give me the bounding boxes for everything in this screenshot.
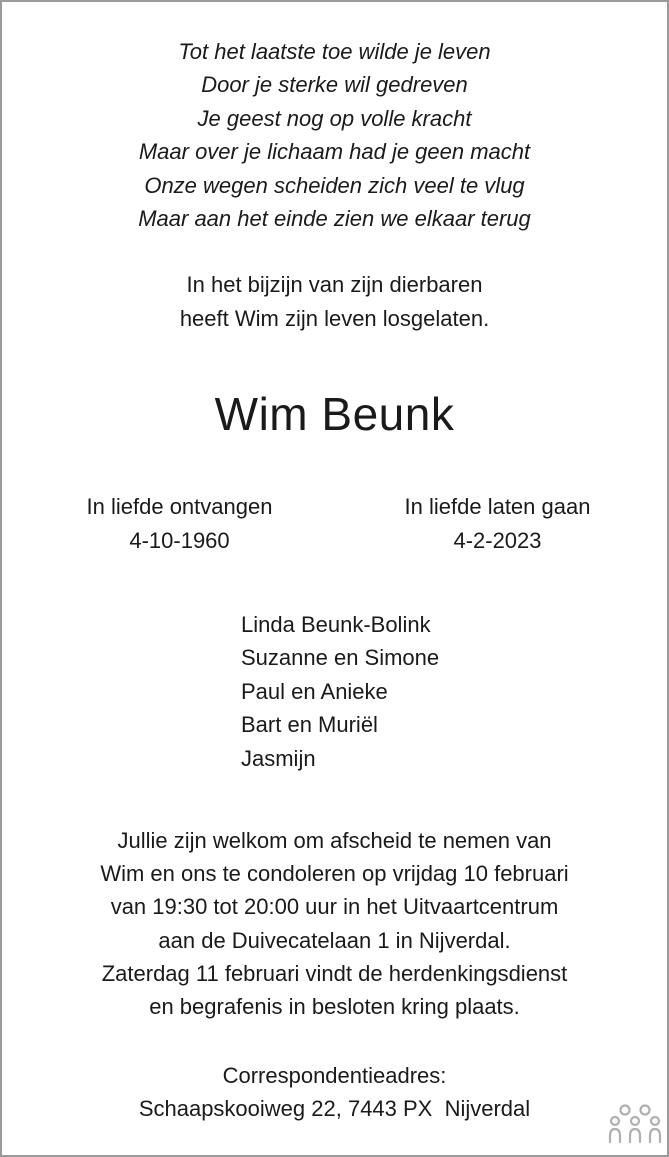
poem-line: Maar aan het einde zien we elkaar terug	[138, 206, 531, 232]
poem-line: Maar over je lichaam had je geen macht	[138, 139, 531, 165]
info-line: aan de Duivecatelaan 1 in Nijverdal.	[158, 927, 511, 953]
intro-line: In het bijzijn van zijn dierbaren	[186, 272, 483, 297]
correspondence-address: Schaapskooiweg 22, 7443 PX Nijverdal	[138, 1096, 531, 1121]
death-date: 4-2-2023	[453, 528, 542, 553]
correspondence-block	[2, 1059, 667, 1125]
intro-line: heeft Wim zijn leven losgelaten.	[179, 306, 490, 331]
poem	[2, 35, 667, 235]
info-line: Jullie zijn welkom om afscheid te nemen van	[117, 828, 552, 853]
death-block	[380, 490, 615, 558]
intro-text	[2, 268, 667, 336]
birth-label: In liefde ontvangen	[86, 494, 273, 519]
death-label: In liefde laten gaan	[404, 494, 591, 519]
family-list	[241, 608, 439, 775]
birth-date: 4-10-1960	[129, 528, 230, 553]
info-line: Zaterdag 11 februari vindt de herdenkingsdienst	[101, 960, 568, 986]
info-line: van 19:30 tot 20:00 uur in het Uitvaartcentrum	[110, 894, 559, 920]
poem-line: Tot het laatste toe wilde je leven	[178, 39, 491, 64]
family-member: Linda Beunk-Bolink	[241, 612, 431, 637]
family-member: Jasmijn	[241, 745, 316, 771]
info-line: en begrafenis in besloten kring plaats.	[149, 994, 520, 1020]
family-member: Paul en Anieke	[241, 678, 388, 704]
funeral-info	[2, 824, 667, 1023]
poem-line: Je geest nog op volle kracht	[197, 105, 472, 131]
info-line: Wim en ons te condoleren op vrijdag 10 februari	[100, 861, 569, 887]
correspondence-label: Correspondentieadres:	[222, 1063, 447, 1088]
family-member: Suzanne en Simone	[241, 645, 440, 671]
people-group-icon	[608, 1102, 662, 1144]
poem-line: Onze wegen scheiden zich veel te vlug	[144, 172, 525, 198]
poem-line: Door je sterke wil gedreven	[201, 72, 468, 98]
family-member: Bart en Muriël	[241, 712, 378, 738]
birth-block	[62, 490, 297, 558]
deceased-name: Wim Beunk	[214, 388, 455, 440]
